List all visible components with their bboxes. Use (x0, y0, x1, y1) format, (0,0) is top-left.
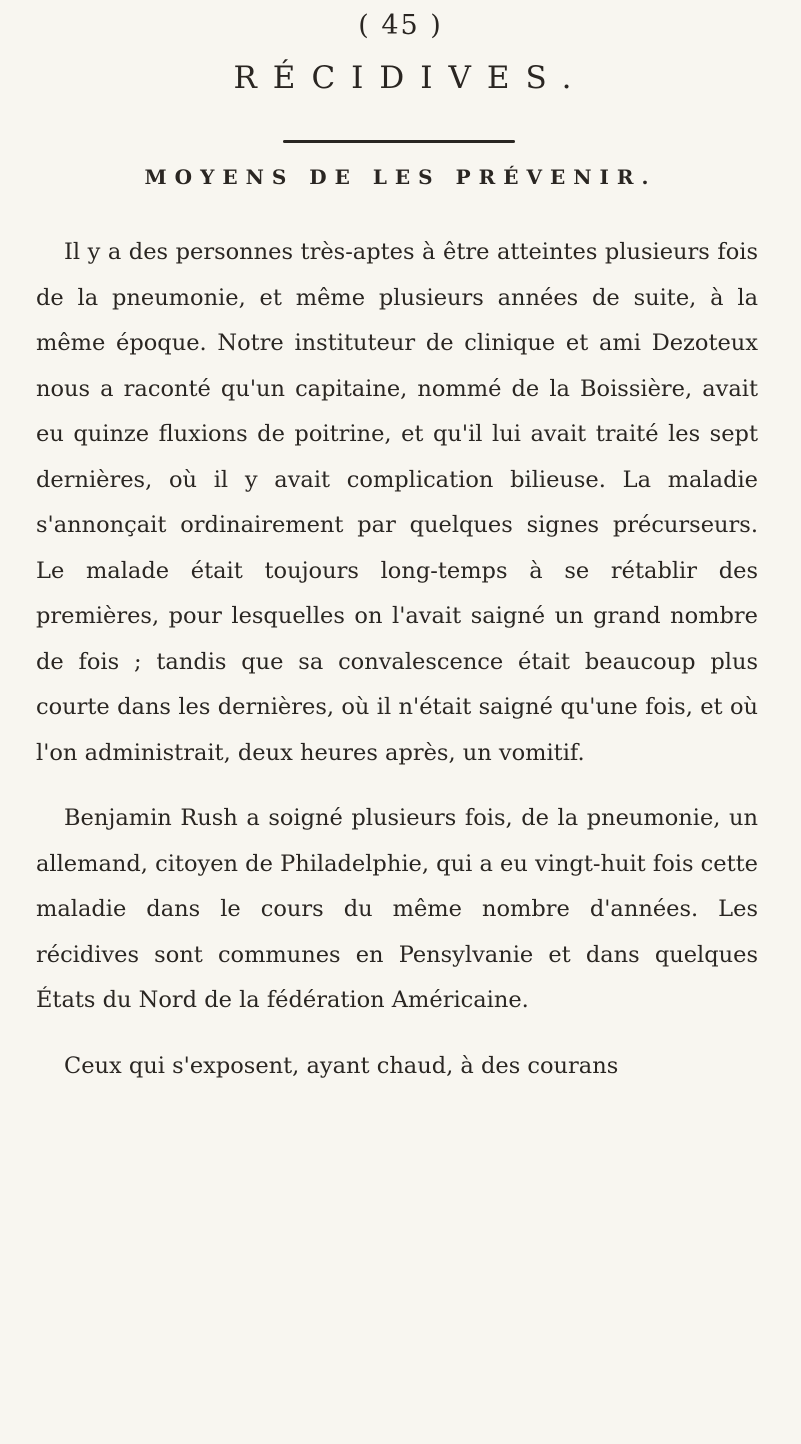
body-text (36, 230, 758, 1089)
paragraph-1: Il y a des personnes très-aptes à être atteintes plusieurs fois de la pneumonie, et même plusieurs années de suite, à la même époque. Notre instituteur de clinique et ami Dezoteux nous a raconté qu'un capitaine, nommé de la Boissière, avait eu quinze fluxions de poitrine, et qu'il lui avait traité les sept dernières, où il y avait complication bilieuse. La maladie s'annonçait ordinairement par quelques signes précurseurs. Le malade était toujours long-temps à se rétablir des premières, pour lesquelles on l'avait saigné un grand nombre de fois ; tandis que sa convalescence était beaucoup plus courte dans les dernières, où il n'était saigné qu'une fois, et où l'on administrait, deux heures après, un vomitif. (36, 239, 758, 766)
section-subtitle: MOYENS DE LES PRÉVENIR. (144, 165, 657, 189)
chapter-title: RÉCIDIVES. (233, 60, 588, 96)
paragraph-3: Ceux qui s'exposent, ayant chaud, à des courans (64, 1052, 619, 1079)
page-number: ( 45 ) (358, 10, 443, 41)
paragraph-2: Benjamin Rush a soigné plusieurs fois, de la pneumonie, un allemand, citoyen de Philadelphie, qui a eu vingt-huit fois cette maladie dans le cours du même nombre d'années. Les récidives sont communes en Pensylvanie et dans quelques États du Nord de la fédération Américaine. (36, 805, 758, 1013)
title-rule (283, 140, 515, 143)
